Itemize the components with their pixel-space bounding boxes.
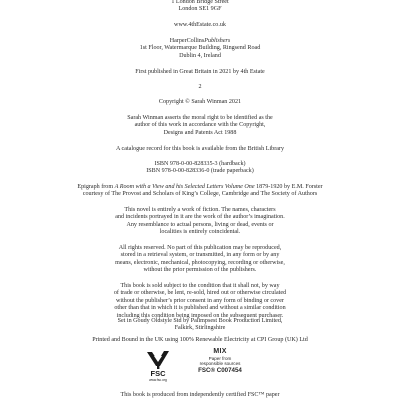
harpercollins-italic: Publishers <box>204 38 231 44</box>
harpercollins-address <box>0 38 400 60</box>
fiction-line-1: This novel is entirely a work of fiction. The names, characters <box>124 207 276 213</box>
typeset-line-1: Set in Goudy Oldstyle Std by Palimpsest Book Production Limited, <box>117 318 283 324</box>
fiction-notice <box>0 207 400 237</box>
moral-rights-line-3: Designs and Patents Act 1988 <box>163 129 237 136</box>
printing-number-text: 2 <box>198 84 202 90</box>
fsc-mix-label: MIX <box>213 348 227 355</box>
moral-rights-line-1: Sarah Winman asserts the moral right to be identified as the <box>127 115 273 121</box>
sale-line-1: This book is sold subject to the condition that it shall not, by way <box>120 283 280 289</box>
moral-rights <box>0 115 400 137</box>
first-published-text: First published in Great Britain in 2021 by 4th Estate <box>135 69 265 75</box>
catalogue-record <box>0 146 400 153</box>
harpercollins-prefix: HarperCollins <box>169 38 205 44</box>
epigraph-title: A Room with a View and his Selected Letters Volume One <box>114 184 255 190</box>
fsc-logo-subtext: www.fsc.org <box>149 378 167 382</box>
fsc-notice-text: This book is produced from independently certified FSC™ paper <box>120 392 280 398</box>
first-published <box>0 69 400 76</box>
fsc-certification <box>143 348 259 384</box>
rights-line-1: All rights reserved. No part of this publication may be reproduced, <box>118 245 282 251</box>
copyright-notice <box>0 99 400 106</box>
fsc-logo-text: FSC <box>150 369 166 378</box>
fiction-line-3: Any resemblance to actual persons, living or dead, events or <box>126 221 274 228</box>
printing-number <box>0 84 400 91</box>
epigraph-line-2: courtesy of The Provost and Scholars of King’s College, Cambridge and The Society of Authors <box>82 191 318 198</box>
printing-credit <box>0 337 400 344</box>
isbn-block <box>0 161 400 176</box>
printed-text: Printed and Bound in the UK using 100% Renewable Electricity at CPI Group (UK) Ltd <box>92 337 308 343</box>
fsc-license-code: FSC® C007454 <box>198 367 242 375</box>
rights-line-4: without the prior permission of the publishers. <box>143 267 257 274</box>
isbn-hardback: ISBN 978-0-00-828335-3 (hardback) <box>154 161 246 167</box>
address-line-2: London SE1 9GF <box>178 6 222 13</box>
address-line-1: 1 London Bridge Street <box>171 0 229 5</box>
sale-line-5: including this condition being imposed on the subsequent purchaser. <box>116 312 284 319</box>
epigraph-suffix: 1879-1920 by E.M. Forster <box>254 184 323 190</box>
catalogue-text: A catalogue record for this book is available from the British Library <box>115 146 285 152</box>
fsc-paper-line-1: Paper from <box>208 356 232 361</box>
typesetting-credit <box>0 318 400 333</box>
sale-line-3: without the publisher’s prior consent in any form of binding or cover <box>116 297 284 304</box>
publisher-address <box>0 0 400 14</box>
sale-condition <box>0 283 400 320</box>
harper-address-line-2: Dublin 4, Ireland <box>179 52 221 59</box>
typeset-line-2: Falkirk, Stirlingshire <box>174 325 226 332</box>
fsc-label <box>181 348 259 375</box>
epigraph-prefix: Epigraph from <box>77 184 115 190</box>
copyright-text: Copyright © Sarah Winman 2021 <box>158 99 242 105</box>
fiction-line-4: localities is entirely coincidental. <box>159 229 241 236</box>
sale-line-2: of trade or otherwise, be lent, re-sold, hired out or otherwise circulated <box>113 290 287 297</box>
publisher-website <box>0 22 400 29</box>
harpercollins-name <box>0 38 400 45</box>
rights-line-3: means, electronic, mechanical, photocopying, recording or otherwise, <box>115 259 285 266</box>
moral-rights-line-2: author of this work in accordance with the Copyright, <box>134 122 266 129</box>
fsc-notice <box>0 392 400 399</box>
sale-line-4: other than that in which it is published and without a similar condition <box>114 305 286 312</box>
isbn-trade-paperback: ISBN 978-0-00-828336-0 (trade paperback) <box>146 168 254 175</box>
website-text: www.4thEstate.co.uk <box>174 22 226 28</box>
rights-reserved <box>0 245 400 275</box>
harper-address-line-1: 1st Floor, Watermarque Building, Ringsend Road <box>139 45 261 52</box>
rights-line-2: stored in a retrieval system, or transmitted, in any form or by any <box>120 252 280 259</box>
fsc-tree-logo-icon <box>143 348 173 384</box>
fiction-line-2: and incidents portrayed in it are the work of the author’s imagination. <box>115 214 285 221</box>
fsc-paper-line-2: responsible sources <box>199 361 241 367</box>
epigraph-credit <box>0 184 400 199</box>
